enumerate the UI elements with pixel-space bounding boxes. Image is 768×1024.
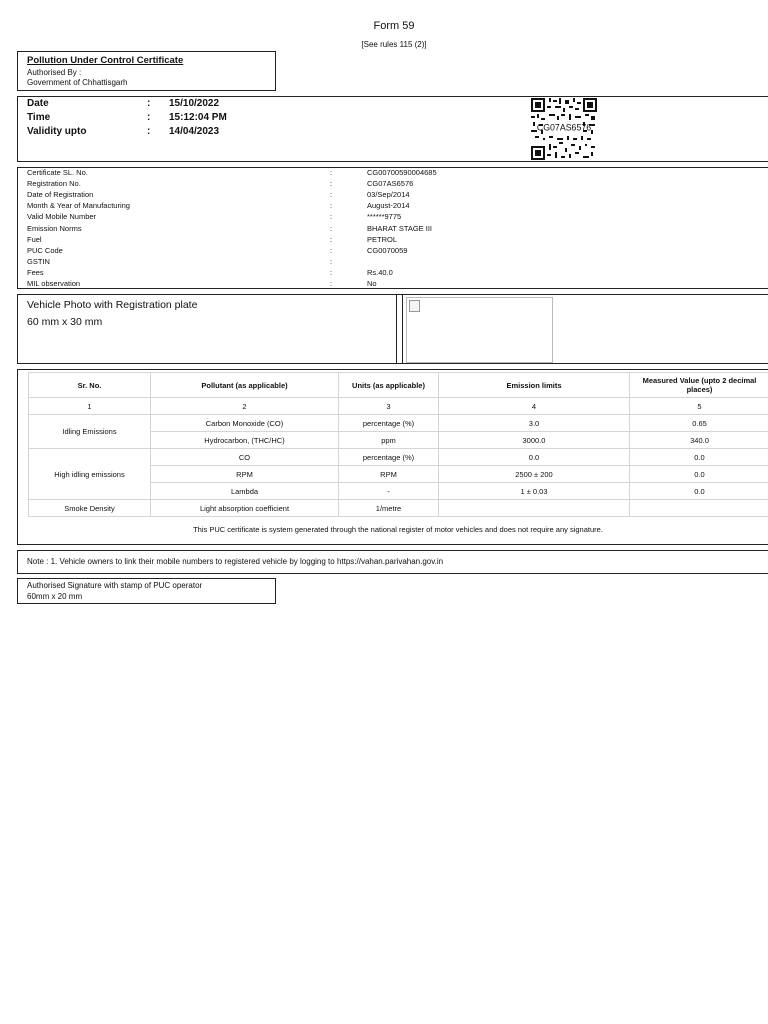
- colon: :: [330, 223, 333, 233]
- detail-row: [27, 168, 767, 179]
- table-header-row: [29, 373, 768, 398]
- divider: [396, 295, 397, 363]
- pollutant-cell: CO: [151, 449, 339, 466]
- signature-box: [17, 578, 276, 604]
- vehicle-details-box: [17, 167, 768, 289]
- mobile-link-note: Note : 1. Vehicle owners to link their mobile numbers to registered vehicle by logging to https://vahan.parivahan.gov.in: [27, 557, 444, 566]
- colon: :: [330, 245, 333, 255]
- colon: :: [147, 126, 151, 137]
- detail-row: [27, 224, 767, 235]
- vehicle-photo-title: Vehicle Photo with Registration plate: [27, 299, 198, 311]
- detail-row: [27, 268, 767, 279]
- column-number: 1: [29, 398, 151, 415]
- pollutant-cell: RPM: [151, 466, 339, 483]
- form-title: Form 59: [373, 20, 415, 32]
- detail-label: GSTIN: [27, 256, 50, 266]
- detail-label: Fuel: [27, 234, 42, 244]
- column-number: 4: [439, 398, 630, 415]
- measured-cell: [630, 500, 768, 517]
- colon: :: [330, 212, 333, 222]
- detail-row: [27, 257, 767, 268]
- emissions-box: [17, 369, 768, 545]
- measured-cell: 340.0: [630, 432, 768, 449]
- measured-cell: 0.0: [630, 483, 768, 500]
- detail-label: Month & Year of Manufacturing: [27, 201, 130, 211]
- header-pollutant: Pollutant (as applicable): [151, 373, 339, 398]
- detail-value: BHARAT STAGE III: [367, 223, 433, 233]
- authorised-by-label: Authorised By :: [27, 68, 82, 77]
- table-row: [29, 415, 768, 432]
- pollutant-cell: Light absorption coefficient: [151, 500, 339, 517]
- colon: :: [330, 168, 333, 177]
- detail-value: Rs.40.0: [367, 267, 393, 277]
- colon: :: [330, 234, 333, 244]
- time-label: Time: [27, 112, 51, 123]
- colon: :: [330, 256, 333, 266]
- column-number: 3: [339, 398, 439, 415]
- vehicle-photo-label: [27, 297, 197, 331]
- header-measured-value: Measured Value (upto 2 decimal places): [630, 373, 768, 398]
- detail-row: [27, 235, 767, 246]
- vehicle-photo-placeholder: [406, 297, 553, 363]
- limit-cell: [439, 500, 630, 517]
- unit-cell: percentage (%): [339, 415, 439, 432]
- signature-size: 60mm x 20 mm: [27, 592, 83, 601]
- detail-label: Emission Norms: [27, 223, 82, 233]
- smoke-density-label: Smoke Density: [29, 500, 151, 517]
- colon: :: [330, 267, 333, 277]
- header-sr-no: Sr. No.: [29, 373, 151, 398]
- limit-cell: 0.0: [439, 449, 630, 466]
- detail-value: August-2014: [367, 201, 410, 211]
- detail-row: [27, 179, 767, 190]
- detail-value: CG0070059: [367, 245, 408, 255]
- detail-row: [27, 201, 767, 212]
- column-number: 5: [630, 398, 768, 415]
- system-generated-note: This PUC certificate is system generated through the national register of motor vehicles and does not require any signature.: [193, 525, 603, 534]
- certificate-title: Pollution Under Control Certificate: [27, 55, 184, 66]
- detail-value: No: [367, 279, 377, 288]
- validity-label: Validity upto: [27, 126, 87, 137]
- qr-code-icon: [531, 98, 597, 160]
- colon: :: [330, 201, 333, 211]
- idling-emissions-label: Idling Emissions: [29, 415, 151, 449]
- vehicle-photo-size: 60 mm x 30 mm: [27, 316, 103, 328]
- detail-value: CG07AS6576: [367, 179, 414, 189]
- colon: :: [330, 179, 333, 189]
- pollutant-cell: Lambda: [151, 483, 339, 500]
- table-row: [29, 449, 768, 466]
- detail-label: PUC Code: [27, 245, 63, 255]
- divider: [402, 295, 403, 363]
- date-value: 15/10/2022: [169, 98, 220, 109]
- detail-value: ******9775: [367, 212, 402, 222]
- time-value: 15:12:04 PM: [169, 112, 227, 123]
- detail-row: [27, 246, 767, 257]
- unit-cell: -: [339, 483, 439, 500]
- date-label: Date: [27, 98, 49, 109]
- pollutant-cell: Carbon Monoxide (CO): [151, 415, 339, 432]
- table-row: [29, 500, 768, 517]
- detail-value: 03/Sep/2014: [367, 190, 410, 200]
- measured-cell: 0.0: [630, 449, 768, 466]
- validity-value: 14/04/2023: [169, 126, 220, 137]
- authority-name: Government of Chhattisgarh: [27, 78, 128, 87]
- unit-cell: ppm: [339, 432, 439, 449]
- limit-cell: 3000.0: [439, 432, 630, 449]
- detail-label: Registration No.: [27, 179, 81, 189]
- rule-reference: [See rules 115 (2)]: [361, 40, 427, 49]
- emissions-table: [28, 372, 768, 517]
- detail-row: [27, 190, 767, 201]
- qr-caption: CG07AS6576: [536, 122, 592, 133]
- detail-label: Date of Registration: [27, 190, 94, 200]
- colon: :: [330, 279, 333, 288]
- detail-row: [27, 212, 767, 223]
- limit-cell: 1 ± 0.03: [439, 483, 630, 500]
- colon: :: [330, 190, 333, 200]
- limit-cell: 3.0: [439, 415, 630, 432]
- unit-cell: RPM: [339, 466, 439, 483]
- detail-label: MIL observation: [27, 279, 81, 288]
- detail-label: Fees: [27, 267, 44, 277]
- table-row: [29, 398, 768, 415]
- header-emission-limits: Emission limits: [439, 373, 630, 398]
- detail-label: Valid Mobile Number: [27, 212, 97, 222]
- vehicle-photo-box: [17, 294, 768, 364]
- signature-label: Authorised Signature with stamp of PUC operator: [27, 581, 203, 590]
- unit-cell: percentage (%): [339, 449, 439, 466]
- broken-image-icon: [409, 300, 420, 312]
- pollutant-cell: Hydrocarbon, (THC/HC): [151, 432, 339, 449]
- colon: :: [147, 112, 151, 123]
- detail-value: CG00700590004685: [367, 168, 437, 177]
- header-units: Units (as applicable): [339, 373, 439, 398]
- colon: :: [147, 98, 151, 109]
- unit-cell: 1/metre: [339, 500, 439, 517]
- note-box: [17, 550, 768, 574]
- detail-value: PETROL: [367, 234, 398, 244]
- detail-label: Certificate SL. No.: [27, 168, 88, 177]
- certificate-header-box: [17, 51, 276, 91]
- detail-row: [27, 279, 767, 290]
- validity-box: [17, 96, 768, 162]
- measured-cell: 0.65: [630, 415, 768, 432]
- high-idling-emissions-label: High idling emissions: [29, 449, 151, 500]
- limit-cell: 2500 ± 200: [439, 466, 630, 483]
- column-number: 2: [151, 398, 339, 415]
- measured-cell: 0.0: [630, 466, 768, 483]
